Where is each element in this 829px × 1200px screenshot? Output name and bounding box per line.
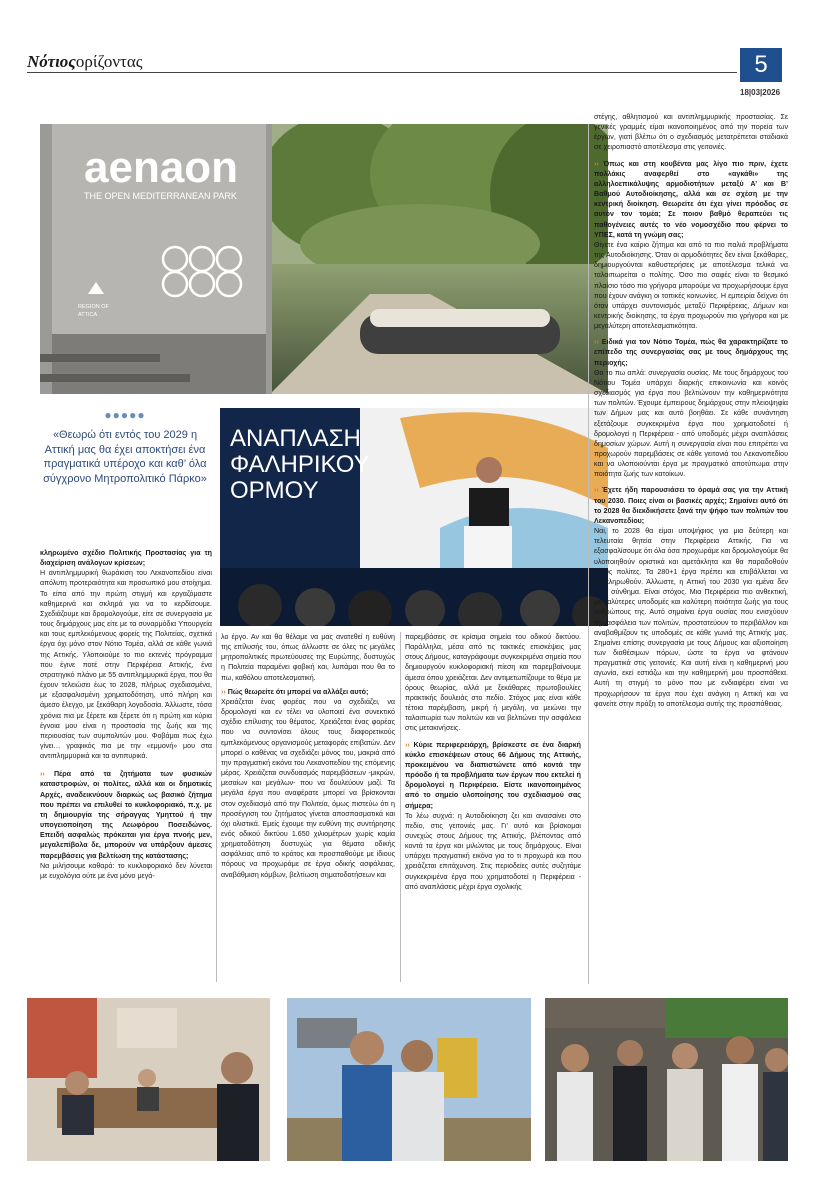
crowd-visit-photo xyxy=(545,998,788,1161)
interview-question: ›› Πώς θεωρείτε ότι μπορεί να αλλάξει αυτό; xyxy=(221,687,369,696)
interview-question: ›› Όπως και στη κουβέντα μας λίγο πιο πριν, έχετε πολλάκις αναφερθεί στο «αγκάθι» της αλληλοεπικάλυψης αρμοδιοτήτων μεταξύ Α’ και Β’ Βαθμού Αυτοδιοίκησης, αλλά και σε σχέση με την κεντρική διοίκηση. Θεωρείτε ότι έχει γίνει πρόοδος σε αυτόν τον τομέα; Σε ποιον βαθμό θεραπεύει τις παθογένειες αυτές το νέο νομοσχέδιο που φέρνει το ΥΠΕΣ, κατά τη γνώμη σας; xyxy=(594,159,788,239)
crowd-visit-photo-art xyxy=(545,998,788,1161)
column-divider xyxy=(216,632,217,982)
interview-answer: Να μιλήσουμε καθαρά: το κυκλοφοριακό δεν λύνεται με ευχολόγια ούτε με ένα μόνο μεγά- xyxy=(40,861,212,880)
interview-question: κληρωμένο σχέδιο Πολιτικής Προστασίας για τη διαχείριση ανάλογων κρίσεων; xyxy=(40,549,212,568)
event-photo-faliro xyxy=(220,408,608,626)
site-visit-photo xyxy=(287,998,531,1161)
interview-question: ›› Κύριε περιφερειάρχη, βρίσκεστε σε ένα διαρκή κύκλο επισκέψεων στους 66 Δήμους της Αττικής, προκειμένου να διαπιστώνετε από κοντά την πρόοδο ή τα προβλήματα των έργων που εκτελεί ή δρομολογεί η Περιφέρεια. Είστε ικανοποιημένος από το σημείο υλοποίησης του σχεδιασμού σας σήμερα; xyxy=(405,740,581,810)
masthead-brand-rest: ορίζοντας xyxy=(75,52,143,71)
interview-answer: Ναι, το 2028 θα είμαι υποψήφιος για μια δεύτερη και τελευταία θητεία στην Περιφέρεια Αττικής. Για να εξασφαλίσουμε ότι όλα όσα προχωράμε και δρομολογούμε θα υλοποιηθούν οριστικά και αμετάκλητα και θα παραδοθούν στους πολίτες. Τα 280+1 έργα πρέπει και επιβάλλεται να ολοκληρωθούν. Άλλωστε, η Αττική του 2030 για εμένα δεν είναι σύνθημα. Είναι στόχος. Μια Περιφέρεια πιο ανθεκτική, με καλύτερες υποδομές και καλύτερη ποιότητα ζωής για τους ανθρώπους της. Αυτό σημαίνει έργα ουσίας που ενισχύουν την ασφάλεια των πολιτών, προστατεύουν το περιβάλλον και αναβαθμίζουν τις υποδομές σε κάθε γωνιά της Αττικής μας. Σημαίνει επίσης συνεργασία με τους Δήμους και αξιοποίηση των διαθέσιμων πόρων, ώστε τα έργα να φτάνουν πραγματικά στις γειτονιές. Και αυτή είναι η καθημερινή μου αγωνία, εκεί εστιάζω και την καθημερινή μου προσπάθεια. Αυτή τη στιγμή το μόνο που με ενδιαφέρει είναι να προχωρήσουν τα έργα που έχει ανάγκη η Αττική και να φανείτε στην πράξη το αποτέλεσμα αυτής της προσπάθειας. xyxy=(594,527,788,708)
sign-subtitle: THE OPEN MEDITERRANEAN PARK xyxy=(84,191,237,201)
hero-photo-aenaon-park xyxy=(40,124,608,394)
article-column-4 xyxy=(594,112,788,988)
interview-answer: Θα το πω απλά: συνεργασία ουσίας. Με τους δημάρχους του Νότιου Τομέα υπάρχει διαρκής επικοινωνία και κοινός σχεδιασμός για έργα που βελτιώνουν την καθημερινότητα των πολιτών. Έχουμε έμπειρους δημάρχους στην πλειοψηφία των Δήμων μας και αυτό βοηθάει. Σε κάθε συνάντηση εξετάζουμε συγκεκριμένα έργα που χρηματοδοτεί ή δρομολογεί η Περιφέρεια - από υποδομές μέχρι αναπλάσεις δημοσίων χώρων. Αυτή η συνεργασία είναι που επιτρέπει να προχωρούν παρεμβάσεις σε κάθε γειτονιά του Λεκανοπεδίου και να υλοποιούνται έργα με πραγματικό αποτύπωμα στην ποιότητα ζωής των κατοίκων. xyxy=(594,368,788,479)
page-number: 5 xyxy=(740,48,782,82)
sign-title: aenaon xyxy=(84,143,239,192)
interview-answer: Το λέω συχνά: η Αυτοδιοίκηση ζει και ανασαίνει στο πεδίο, στις γειτονιές μας. Γι’ αυτό και βρίσκομαι συνεχώς στους Δήμους της Αττικής, βλέποντας από κοντά τα έργα και μιλώντας με τους δημάρχους. Είναι υπάρχει πραγματική εικόνα για το τι προχωρά και που χρειάζεται επιτάχυνση. Στις περιοδείες αυτές συζητάμε συγκεκριμένα έργα που χρηματοδοτεί η Περιφέρεια - από αναπλάσεις μέχρι έργα σχολικής xyxy=(405,811,581,891)
pull-quote xyxy=(40,408,210,486)
column-divider xyxy=(588,124,589,984)
masthead-brand-bold: Nότιος xyxy=(27,52,76,71)
masthead xyxy=(27,52,143,72)
event-banner-line1: ΑΝΑΠΛΑΣΗ xyxy=(230,425,361,452)
interview-answer: παρεμβάσεις σε κρίσιμα σημεία του οδικού δικτύου. Παράλληλα, μέσα από τις τακτικές επισκέψεις μας στους Δήμους, καταγράφουμε συγκεκριμένα σημεία που δημιουργούν κυκλοφοριακή πίεση και παρεμβαίνουμε άμεσα όπου χρειάζεται. Δεν αντιμετωπίζουμε το θέμα με όρους θεωρίας, αλλά με ξεκάθαρες πρωτοβουλίες πρακτικής δουλειάς στο πεδίο. Στόχος μας είναι κάθε τέτοια παρέμβαση, μικρή ή μεγάλη, να μειώνει την ταλαιπωρία των πολιτών και να βελτιώνει την ασφάλεια στις μετακινήσεις. xyxy=(405,633,581,733)
article-column-1 xyxy=(40,548,212,988)
question-bullet-icon: ›› xyxy=(405,740,414,749)
question-bullet-icon: ›› xyxy=(594,159,604,168)
pull-quote-dots: ●●●●● xyxy=(104,408,146,422)
meeting-photo-art xyxy=(27,998,270,1161)
site-visit-photo-art xyxy=(287,998,531,1161)
issue-date: 18|03|2026 xyxy=(740,88,781,97)
interview-answer: Η αντιπλημμυρική θωράκιση του Λεκανοπεδίου είναι απόλυτη προτεραιότητα και προσωπικό μου στοίχημα. Το είπα από την πρώτη στιγμή και εργαζόμαστε καθημερινά και σκληρά για να το κερδίσουμε. Σχεδιάζουμε και δρομολογούμε, είτε σε συνεργασία με τους δημάρχους μας είτε με τα συναρμόδια Υπουργεία και τους εμπλεκόμενους φορείς της Πολιτείας, σχετικά έργα όχι μόνο στον Νότιο Τομέα, αλλά σε κάθε γωνιά της Αττικής. Υλοποιούμε το πιο εκτενές πρόγραμμα που έγινε ποτέ στην Περιφέρεια Αττικής, ένα στρατηγικό πλάνο με 55 αντιπλημμυρικά έργα, που θα έχουν τελειώσει έως το 2028, πλήρως σχεδιασμένα, με εξασφαλισμένη χρηματοδότηση, υπό πλήρη και άμεσο έλεγχο, με ξεκάθαρη λογοδοσία. Άλλωστε, τόσα χρόνια πια με ξέρετε και ξέρετε ότι η πρώτη και κύρια έγνοια μου είναι η προστασία της ζωής και της περιουσίας των συμπολιτών μου. Φοβάμαι πως έχω γίνει… γραφικός πια με την «εμμονή» μου στα αντιπλημμυρικά και τα αντιπυρικά. xyxy=(40,569,212,761)
meeting-photo xyxy=(27,998,270,1161)
event-banner-line3: ΟΡΜΟΥ xyxy=(230,477,319,504)
sign-org-line1: REGION OF xyxy=(78,304,109,310)
event-photo-art xyxy=(220,408,608,626)
interview-question: ›› Έχετε ήδη παρουσιάσει το όραμά σας για την Αττική του 2030. Ποιες είναι οι βασικές αρχές; Σημαίνει αυτό ότι το 2028 θα διεκδικήσετε ξανά την ψήφο των πολιτών του Λεκανοπεδίου; xyxy=(594,486,788,525)
question-bullet-icon: ›› xyxy=(40,770,54,779)
column-divider xyxy=(400,632,401,982)
interview-answer: λο έργο. Αν και θα θέλαμε να μας ανατεθεί η ευθύνη της επίλυσής του, όπως άλλωστε σε όλες τις μεγάλες μητροπολιτικές πρωτεύουσες της Ευρώπης, δυστυχώς η Πολιτεία παραμένει φοβική και, λυπάμαι που θα το πω, καθόλου αποτελεσματική. xyxy=(221,633,395,682)
article-column-3 xyxy=(405,632,581,988)
hero-photo-art xyxy=(40,124,608,394)
interview-answer: στέγης, αθλητισμού και αντιπλημμυρικής προστασίας. Σε γενικές γραμμές είμαι ικανοποιημένος από την πορεία των έργων, γιατί βλέπω ότι ο σχεδιασμός μετατρέπεται σταδιακά σε χειροπιαστό αποτέλεσμα στις γειτονιές. xyxy=(594,113,788,152)
header-rule xyxy=(27,72,737,73)
event-banner-line2: ΦΑΛΗΡΙΚΟΥ xyxy=(230,451,370,478)
article-column-2 xyxy=(221,632,395,988)
sign-org-line2: ATTICA xyxy=(78,312,98,318)
interview-question: ›› Πέρα από τα ζητήματα των φυσικών καταστροφών, οι πολίτες, αλλά και οι δημοτικές Αρχές, αναδεικνύουν διαρκώς ως βασικό ζήτημα που πρέπει να επιλυθεί το κυκλοφοριακό, π.χ. με τη δημιουργία της σήραγγας Υμηττού ή την υπογειοποίηση της Λεωφόρου Ποσειδώνος. Επειδή ασφαλώς πρόκειται για έργα πνοής μεν, μεγαλεπίβολα δε, μπορούν να υπάρξουν άμεσες παρεμβάσεις για βελτίωση της κατάστασης; xyxy=(40,770,212,860)
interview-answer: Χρειάζεται ένας φορέας που να σχεδιάζει, να δρομολογεί και εν τέλει να υλοποιεί ένα συνεκτικό σχέδιο επίλυσης του θέματος. Χρειάζεται ένας φορέας που να συντονίσει όλους τους διαφορετικούς εμπλεκόμενους οργανισμούς μεταφοράς επιβατών. Δεν μπορεί ο καθένας να σχεδιάζει μόνος του, μακριά από την πραγματική εικόνα του Λεκανοπεδίου της επόμενης μέρας. Χρειάζεται συνδυασμός παρεμβάσεων -μικρών, μεσαίων και μεγάλων- που να δουλεύουν μαζί. Τα μεγάλα έργα που αναφέρατε μπορεί να βρίσκονται στον σχεδιασμό από την Πολιτεία, όμως πιστεύω ότι η προσέγγιση του ζητήματος γίνεται αποσπασματικά και όχι ολιστικά. Εμείς έχουμε την ευθύνη της συντήρησης ενός οδικού δικτύου 1.650 χιλιομέτρων χωρίς καμία χρηματοδότηση δυστυχώς για θέματα οδικής ασφάλειας από το κράτος και προσπαθούμε με ίδιους πόρους να προχωράμε σε έργα οδικής ασφάλειας, αναβάθμιση κόμβων, βελτίωση σηματοδοτήσεων και xyxy=(221,697,395,879)
interview-question: ›› Ειδικά για τον Νότιο Τομέα, πώς θα χαρακτηρίζατε το επίπεδο της συνεργασίας σας με τους δημάρχους της περιοχής; xyxy=(594,338,788,367)
question-bullet-icon: ›› xyxy=(594,338,602,347)
question-bullet-icon: ›› xyxy=(594,486,602,495)
interview-answer: Θίγετε ένα καίριο ζήτημα και από τα πιο παλιά προβλήματα της Αυτοδιοίκησης. Όταν οι αρμοδιότητες δεν είναι ξεκάθαρες, δημιουργούνται καθυστερήσεις με αποτέλεσμα τελικά να ταλαιπωρείται ο πολίτης. Όσο πιο σαφές είναι το θεσμικό πλαίσιο τόσο πιο γρήγορα μπορούμε να προχωρήσουμε έργα που έχουν ανάγκη οι τοπικές κοινωνίες. Η εμπειρία δείχνει ότι όταν υπάρχει συντονισμός μεταξύ Περιφέρειας, Δήμων και κεντρικής διοίκησης, τα έργα προχωρούν πιο γρήγορα και με μεγαλύτερη αποτελεσματικότητα. xyxy=(594,240,788,331)
pull-quote-text: «Θεωρώ ότι εντός του 2029 η Αττική μας θα έχει αποκτήσει ένα πραγματικά υπέροχο και καθ’ όλα σύγχρονο Μητροπολιτικό Πάρκο» xyxy=(43,429,207,485)
question-bullet-icon: ›› xyxy=(221,687,228,696)
